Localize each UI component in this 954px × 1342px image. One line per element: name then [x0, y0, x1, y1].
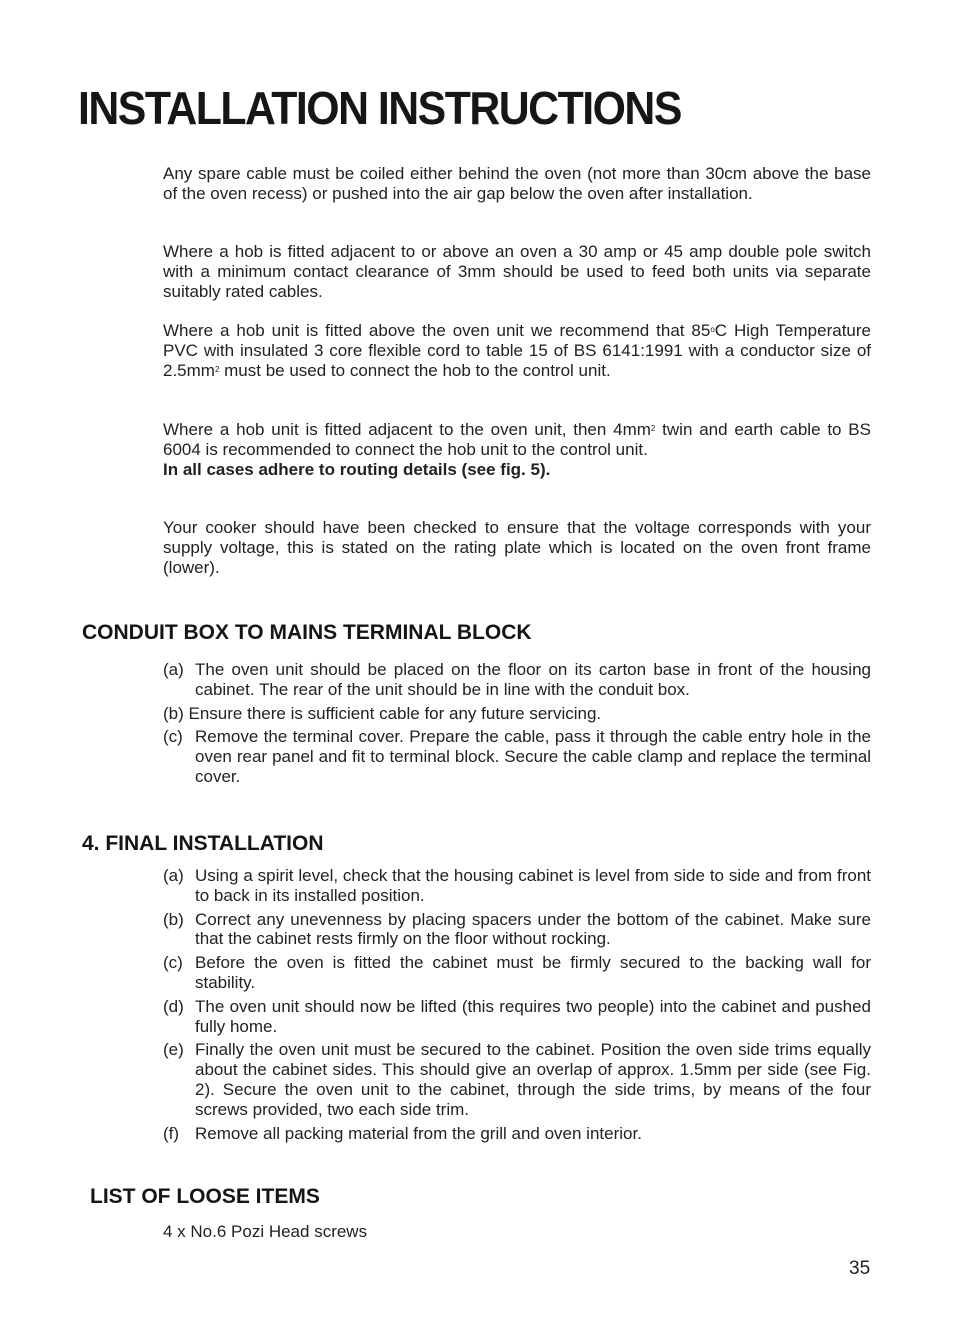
final-installation-heading: 4. FINAL INSTALLATION: [82, 832, 324, 855]
list-item: [163, 1040, 871, 1119]
list-item: [163, 953, 871, 993]
list-marker: (c): [163, 727, 183, 747]
list-item-text: The oven unit should be placed on the floor on its carton base in front of the housing cabinet. The rear of the unit should be in line with the conduit box.: [195, 660, 871, 699]
list-marker: (a): [163, 866, 184, 885]
list-item-text: Correct any unevenness by placing spacers under the bottom of the cabinet. Make sure that the cabinet rests firmly on the floor without rocking.: [195, 909, 871, 949]
list-marker: (f): [163, 1123, 180, 1143]
list-item-text: The oven unit should now be lifted (this requires two people) into the cabinet and pushed fully home.: [195, 996, 871, 1036]
list-marker: (b): [163, 909, 184, 929]
list-item: [163, 910, 871, 950]
text-segment: twin and earth cable to BS 6004 is recommended to connect the hob unit to the control unit.: [163, 420, 871, 459]
routing-note: In all cases adhere to routing details (see fig. 5).: [163, 459, 551, 479]
list-item-text: Before the oven is fitted the cabinet must be firmly secured to the backing wall for stability.: [195, 953, 871, 992]
squared-superscript: 2: [650, 424, 656, 433]
conduit-steps-list: [163, 660, 871, 787]
list-item-text: Using a spirit level, check that the housing cabinet is level from side to side and from front to back in its installed position.: [195, 866, 871, 905]
squared-superscript: 2: [214, 364, 220, 374]
list-item: [163, 704, 871, 724]
text-segment: Where a hob unit is fitted above the oven unit we recommend that 85: [163, 321, 711, 340]
final-installation-steps-list: [163, 866, 871, 1143]
conduit-section-heading: CONDUIT BOX TO MAINS TERMINAL BLOCK: [82, 621, 532, 644]
page-title: INSTALLATION INSTRUCTIONS: [78, 82, 681, 134]
degree-superscript: o: [710, 325, 715, 334]
list-marker: (a): [163, 660, 184, 679]
list-item-text: Finally the oven unit must be secured to the cabinet. Position the oven side trims equally about the cabinet sides. This should give an overlap of approx. 1.5mm per side (see Fig. 2). Secure the oven unit to the cabinet, through the side trims, by means of the four screws provided, two each side trim.: [195, 1040, 871, 1119]
paragraph-supply-voltage: Your cooker should have been checked to ensure that the voltage corresponds with your supply voltage, this is stated on the rating plate which is located on the oven front frame (lower).: [163, 518, 871, 577]
list-item: [163, 727, 871, 786]
list-marker: (b): [163, 703, 184, 723]
paragraph-high-temp-pvc: [163, 321, 871, 380]
list-item: [163, 660, 871, 700]
list-item: [163, 1124, 871, 1144]
paragraph-twin-earth-cable: [163, 420, 871, 479]
list-item-text: Ensure there is sufficient cable for any future servicing.: [188, 703, 602, 723]
text-segment: must be used to connect the hob to the control unit.: [219, 360, 611, 380]
list-marker: (d): [163, 996, 184, 1016]
loose-item-screws: 4 x No.6 Pozi Head screws: [163, 1222, 368, 1241]
text-segment: C High Temperature PVC with insulated 3 core flexible cord to table 15 of BS 6141:1991 with a conductor size of 2.5mm: [163, 321, 871, 380]
paragraph-double-pole-switch: Where a hob is fitted adjacent to or above an oven a 30 amp or 45 amp double pole switch with a minimum contact clearance of 3mm should be used to feed both units via separate suitably rated cables.: [163, 242, 871, 301]
page-number: 35: [849, 1258, 871, 1279]
list-item-text: Remove the terminal cover. Prepare the cable, pass it through the cable entry hole in the oven rear panel and fit to terminal block. Secure the cable clamp and replace the terminal cover.: [195, 727, 871, 786]
list-item-text: Remove all packing material from the grill and oven interior.: [195, 1123, 642, 1143]
list-item: [163, 997, 871, 1037]
paragraph-spare-cable: Any spare cable must be coiled either behind the oven (not more than 30cm above the base of the oven recess) or pushed into the air gap below the oven after installation.: [163, 164, 871, 203]
list-item: [163, 866, 871, 906]
text-segment: Where a hob unit is fitted adjacent to the oven unit, then 4mm: [163, 420, 651, 439]
list-marker: (c): [163, 953, 183, 973]
loose-items-heading: LIST OF LOOSE ITEMS: [90, 1185, 320, 1208]
list-marker: (e): [163, 1040, 184, 1060]
